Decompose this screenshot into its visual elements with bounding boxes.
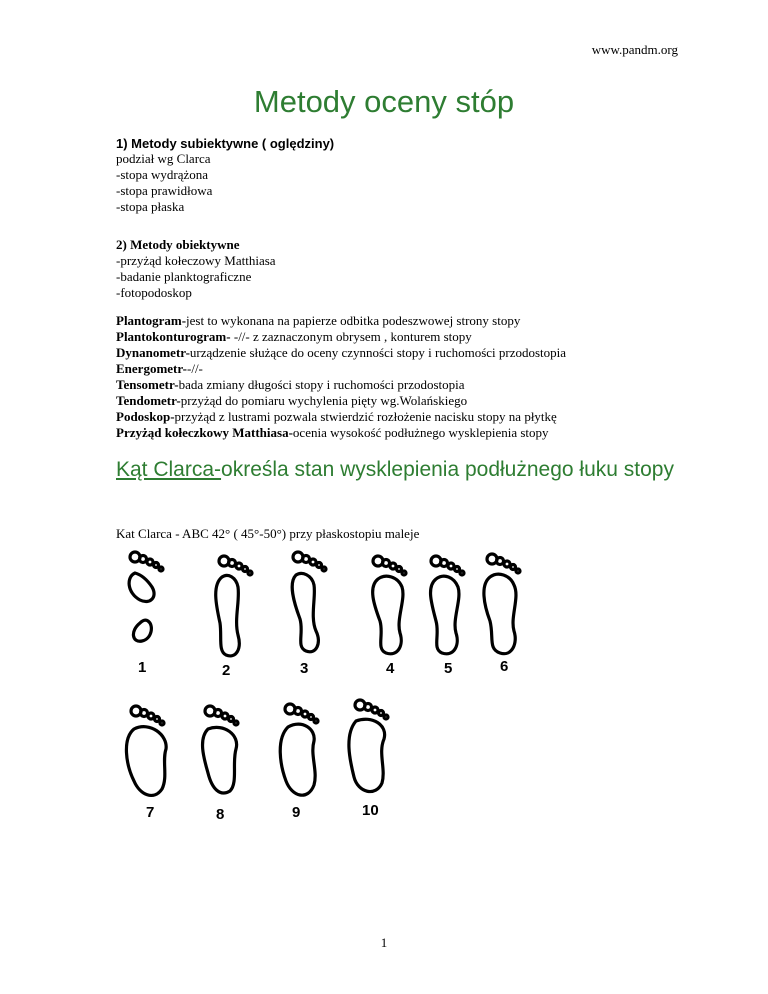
footprint-label-3: 3 [300, 660, 309, 677]
footprint-label-7: 7 [146, 804, 155, 821]
footprint-10 [349, 700, 388, 792]
definition-row [116, 409, 566, 425]
definition-row [116, 345, 566, 361]
section2 [116, 237, 276, 301]
definition-row [116, 393, 566, 409]
footprint-label-4: 4 [386, 660, 395, 677]
footprint-label-2: 2 [222, 662, 231, 679]
footprint-8 [203, 706, 238, 793]
footprint-7 [126, 706, 166, 795]
definition-text: urządzenie służące do oceny czynności stopy i ruchomości przodostopia [189, 345, 567, 360]
footprint-label-1: 1 [138, 659, 147, 676]
list-item: -stopa wydrążona [116, 167, 209, 182]
section1-list [116, 151, 212, 215]
definition-row [116, 377, 566, 393]
definition-text: przyżąd do pomiaru wychylenia pięty wg.Wolańskiego [180, 393, 468, 408]
definition-term: Podoskop- [116, 409, 175, 424]
footprint-1 [129, 552, 163, 641]
footprint-label-8: 8 [216, 806, 225, 823]
clarca-heading-rest: określa stan wysklepienia podłużnego łuku stopy [221, 458, 674, 481]
definition-text: bada zmiany długości stopy i ruchomości przodostopia [178, 377, 465, 392]
section2-heading: 2) Metody obiektywne [116, 237, 240, 252]
definition-term: Energometr- [116, 361, 187, 376]
footprint-9 [280, 704, 318, 795]
header-url: www.pandm.org [591, 42, 678, 57]
definition-row [116, 361, 566, 377]
footprint-figure [110, 545, 540, 835]
definition-term: Przyżąd kołeczkowy Matthiasa- [116, 425, 293, 440]
definition-text: ocenia wysokość podłużnego wysklepienia stopy [292, 425, 549, 440]
list-item: podział wg Clarca [116, 151, 211, 166]
definition-term: Dynanometr- [116, 345, 190, 360]
definition-term: Plantokonturogram- [116, 329, 231, 344]
list-item: -stopa płaska [116, 199, 185, 214]
definition-row [116, 329, 566, 345]
footprint-5 [431, 556, 464, 654]
definition-term: Plantogram- [116, 313, 187, 328]
footprint-6 [484, 554, 520, 654]
definitions [116, 313, 566, 441]
definition-text: -//- [187, 361, 203, 376]
definition-term: Tensometr- [116, 377, 179, 392]
definition-row [116, 313, 566, 329]
section1-heading: 1) Metody subiektywne ( oględziny) [116, 136, 335, 151]
footprint-2 [216, 556, 252, 656]
page-number: 1 [380, 935, 388, 950]
footprint-label-9: 9 [292, 804, 301, 821]
list-item: -przyżąd kołeczowy Matthiasa [116, 253, 276, 268]
definition-term: Tendometr- [116, 393, 181, 408]
definition-text: -//- z zaznaczonym obrysem , konturem stopy [230, 329, 472, 344]
clarca-angle-line: Kat Clarca - ABC 42° ( 45°-50°) przy płaskostopiu maleje [116, 526, 420, 541]
footprint-4 [373, 556, 406, 654]
list-item: -badanie planktograficzne [116, 269, 252, 284]
clarca-heading-underlined: Kąt Clarca- [116, 458, 222, 481]
definition-row [116, 425, 566, 441]
list-item: -stopa prawidłowa [116, 183, 213, 198]
page-title: Metody oceny stóp [253, 84, 515, 119]
footprint-label-10: 10 [362, 802, 379, 819]
list-item: -fotopodoskop [116, 285, 192, 300]
definition-text: przyżąd z lustrami pozwala stwierdzić rozłożenie nacisku stopy na płytkę [174, 409, 557, 424]
definition-text: jest to wykonana na papierze odbitka podeszwowej strony stopy [186, 313, 521, 328]
footprint-label-5: 5 [444, 660, 453, 677]
footprint-label-6: 6 [500, 658, 509, 675]
clarca-heading [116, 458, 676, 482]
footprint-3 [292, 552, 326, 652]
